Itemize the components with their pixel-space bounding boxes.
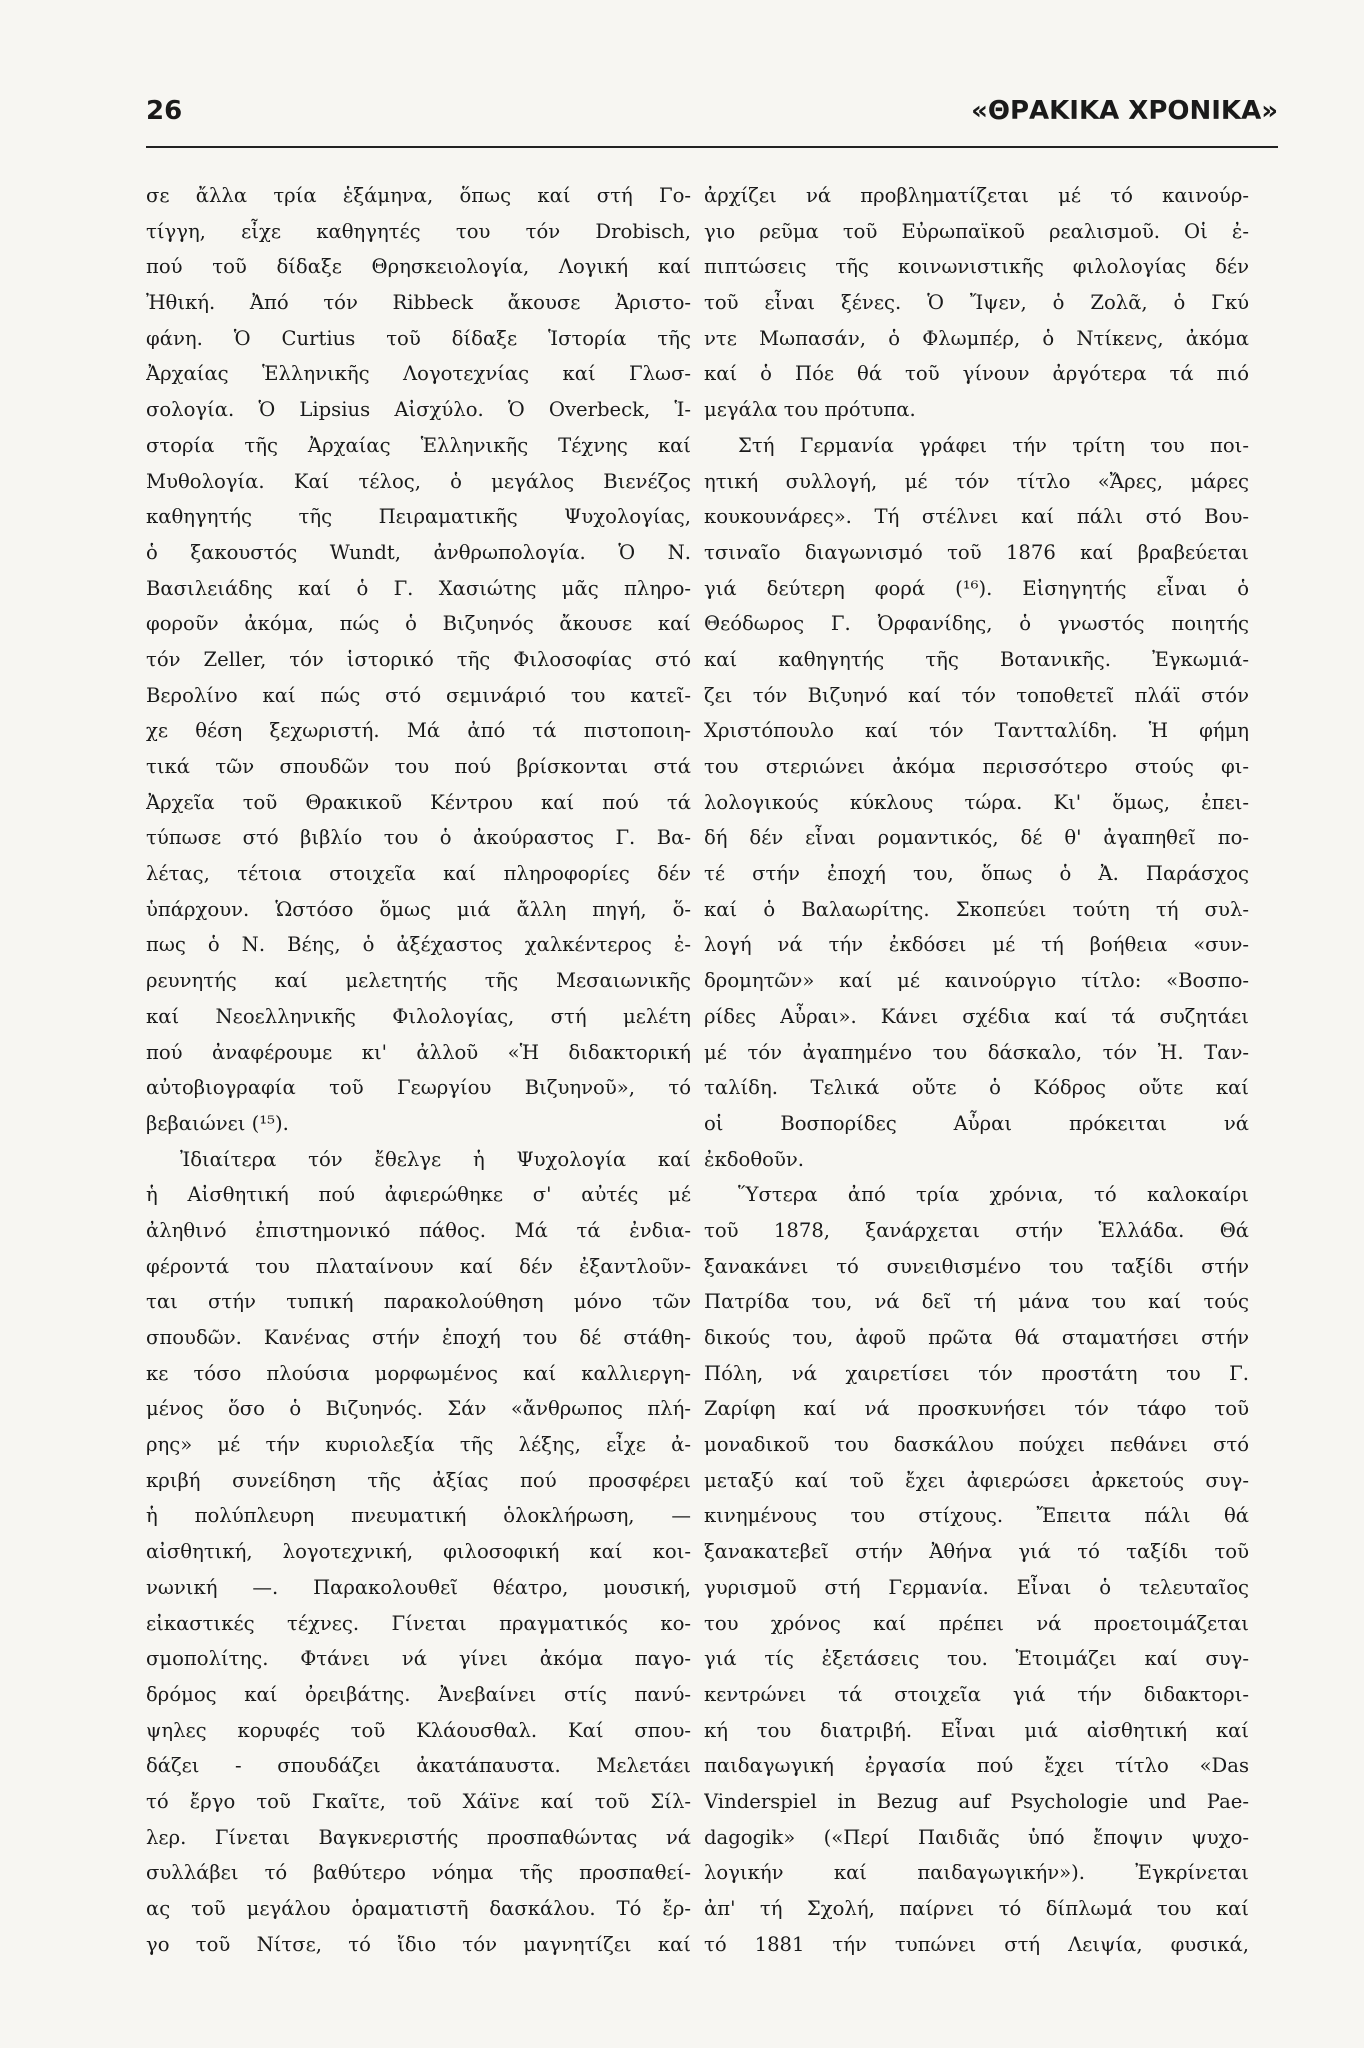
text-line: γιο ρεῦμα τοῦ Εὐρωπαϊκοῦ ρεαλισμοῦ. Οἱ ἐ- [704, 219, 1249, 243]
text-line: dagogik» («Περί Παιδιᾶς ὑπό ἔποψιν ψυχο- [704, 1825, 1249, 1849]
text-line: δικούς του, ἀφοῦ πρῶτα θά σταματήσει στήν [704, 1326, 1249, 1349]
text-line: ξανακάνει τό συνειθισμένο του ταξίδι στήν [704, 1254, 1249, 1278]
text-line: καθηγητής τῆς Πειραματικῆς Ψυχολογίας, [146, 505, 691, 529]
text-line: ἡ πολύπλευρη πνευματική ὁλοκλήρωση, — [146, 1504, 691, 1528]
text-line: λογή νά τήν ἐκδόσει μέ τή βοήθεια «συν- [704, 933, 1249, 957]
text-line: Βασιλειάδης καί ὁ Γ. Χασιώτης μᾶς πληρο- [146, 576, 691, 600]
text-line: τσιναῖο διαγωνισμό τοῦ 1876 καί βραβεύεται [704, 540, 1249, 564]
text-line: δρόμος καί ὀρειβάτης. Ἀνεβαίνει στίς πανύ- [146, 1682, 691, 1706]
text-line: τοῦ εἶναι ξένες. Ὁ Ἴψεν, ὁ Ζολᾶ, ὁ Γκύ [704, 291, 1249, 315]
text-line: ἀληθινό ἐπιστημονικό πάθος. Μά τά ἐνδια- [146, 1218, 691, 1242]
text-line: Βερολίνο καί πώς στό σεμινάριό του κατεῖ- [146, 683, 691, 707]
text-line: ἀπ' τή Σχολή, παίρνει τό δίπλωμά του καί [704, 1897, 1249, 1920]
text-line: ητική συλλογή, μέ τόν τίτλο «Ἄρες, μάρες [704, 469, 1249, 493]
text-line: Ἀρχαίας Ἑλληνικῆς Λογοτεχνίας καί Γλωσ- [146, 362, 691, 386]
text-line: Ἰδιαίτερα τόν ἔθελγε ἡ Ψυχολογία καί [180, 1147, 691, 1171]
text-line: καί Νεοελληνικῆς Φιλολογίας, στή μελέτη [146, 1004, 691, 1028]
text-line: βεβαιώνει (¹⁵). [146, 1111, 289, 1135]
text-line: γιά τίς ἐξετάσεις του. Ἑτοιμάζει καί συγ- [704, 1647, 1249, 1671]
text-line: τό ἔργο τοῦ Γκαῖτε, τοῦ Χάϊνε καί τοῦ Σίλ- [146, 1789, 691, 1813]
text-line: Θεόδωρος Γ. Ὀρφανίδης, ὁ γνωστός ποιητής [704, 612, 1249, 636]
text-line: γυρισμοῦ στή Γερμανία. Εἶναι ὁ τελευταῖος [704, 1575, 1249, 1599]
text-line: τύπωσε στό βιβλίο του ὁ ἀκούραστος Γ. Βα- [146, 826, 691, 850]
text-line: πού τοῦ δίδαξε Θρησκειολογία, Λογική καί [146, 255, 691, 279]
text-line: καί ὁ Πόε θά τοῦ γίνουν ἀργότερα τά πιό [704, 362, 1249, 386]
text-line: Ἀρχεῖα τοῦ Θρακικοῦ Κέντρου καί πού τά [146, 790, 691, 814]
text-line: ρίδες Αὖραι». Κάνει σχέδια καί τά συζητάει [704, 1004, 1249, 1028]
text-line: χε θέση ξεχωριστή. Μά ἀπό τά πιστοποιη- [146, 719, 691, 743]
text-line: κή του διατριβή. Εἶναι μιά αἰσθητική καί [704, 1718, 1249, 1742]
text-line: τίγγη, εἶχε καθηγητές του τόν Drobisch, [146, 219, 691, 243]
text-line: Πατρίδα του, νά δεῖ τή μάνα του καί τούς [704, 1290, 1249, 1314]
text-line: του στεριώνει ἀκόμα περισσότερο στούς φι- [704, 755, 1249, 778]
text-line: λογικήν καί παιδαγωγικήν»). Ἐγκρίνεται [704, 1861, 1249, 1885]
text-line: ὑπάρχουν. Ὡστόσο ὅμως μιά ἄλλη πηγή, ὅ- [146, 897, 691, 921]
text-line: μένος ὅσο ὁ Βιζυηνός. Σάν «ἄνθρωπος πλή- [146, 1397, 691, 1421]
text-line: αἰσθητική, λογοτεχνική, φιλοσοφική καί κοι- [146, 1540, 691, 1564]
text-line: ὁ ξακουστός Wundt, ἀνθρωπολογία. Ὁ Ν. [146, 540, 691, 564]
text-line: καί καθηγητής τῆς Βοτανικῆς. Ἐγκωμιά- [704, 647, 1249, 671]
text-line: μεταξύ καί τοῦ ἔχει ἀφιερώσει ἀρκετούς συγ- [704, 1468, 1249, 1492]
text-line: Χριστόπουλο καί τόν Ταντταλίδη. Ἡ φήμη [704, 719, 1249, 743]
text-line: κε τόσο πλούσια μορφωμένος καί καλλιεργη- [146, 1361, 691, 1385]
text-line: κεντρώνει τά στοιχεῖα γιά τήν διδακτορι- [704, 1682, 1249, 1706]
text-line: τικά τῶν σπουδῶν του πού βρίσκονται στά [146, 755, 691, 778]
text-line: παιδαγωγική ἐργασία πού ἔχει τίτλο «Das [704, 1754, 1249, 1778]
text-line: ρευνητής καί μελετητής τῆς Μεσαιωνικῆς [146, 969, 691, 993]
text-line: γο τοῦ Νίτσε, τό ἴδιο τόν μαγνητίζει καί [146, 1932, 691, 1956]
text-line: Μυθολογία. Καί τέλος, ὁ μεγάλος Βιενέζος [146, 469, 691, 493]
text-line: Πόλη, νά χαιρετίσει τόν προστάτη του Γ. [704, 1361, 1249, 1385]
text-line: Ἠθική. Ἀπό τόν Ribbeck ἄκουσε Ἀριστο- [146, 291, 691, 315]
text-line: δή δέν εἶναι ρομαντικός, δέ θ' ἀγαπηθεῖ πο- [704, 826, 1249, 850]
text-line: τέ στήν ἐποχή του, ὅπως ὁ Ἀ. Παράσχος [704, 862, 1249, 886]
text-line: στορία τῆς Ἀρχαίας Ἑλληνικῆς Τέχνης καί [146, 433, 691, 457]
text-line: σμοπολίτης. Φτάνει νά γίνει ἀκόμα παγο- [146, 1647, 691, 1671]
text-line: νωνική —. Παρακολουθεῖ θέατρο, μουσική, [146, 1575, 691, 1599]
text-line: μεγάλα του πρότυπα. [704, 398, 916, 422]
text-line: ξανακατεβεῖ στήν Ἀθήνα γιά τό ταξίδι τοῦ [704, 1540, 1249, 1564]
text-line: τόν Zeller, τόν ἱστορικό τῆς Φιλοσοφίας στό [146, 647, 691, 671]
text-line: τό 1881 τήν τυπώνει στή Λειψία, φυσικά, [704, 1932, 1249, 1956]
text-line: σε ἄλλα τρία ἑξάμηνα, ὅπως καί στή Γο- [146, 184, 691, 207]
text-line: τοῦ 1878, ξανάρχεται στήν Ἑλλάδα. Θά [704, 1218, 1249, 1242]
text-line: κινημένους του στίχους. Ἔπειτα πάλι θά [704, 1504, 1249, 1528]
text-line: του χρόνος καί πρέπει νά προετοιμάζεται [704, 1611, 1249, 1635]
text-line: καί ὁ Βαλαωρίτης. Σκοπεύει τούτη τή συλ- [704, 897, 1249, 921]
text-line: ψηλες κορυφές τοῦ Κλάουσθαλ. Καί σπου- [146, 1718, 691, 1742]
text-line: ας τοῦ μεγάλου ὁραματιστῆ δασκάλου. Τό ἔρ- [146, 1897, 691, 1920]
text-line: μέ τόν ἀγαπημένο του δάσκαλο, τόν Ἠ. Ταν- [704, 1040, 1249, 1064]
text-line: ρης» μέ τήν κυριολεξία τῆς λέξης, εἶχε ἀ- [146, 1433, 691, 1457]
text-line: Ζαρίφη καί νά προσκυνήσει τόν τάφο τοῦ [704, 1397, 1249, 1421]
text-line: σπουδῶν. Κανένας στήν ἐποχή του δέ στάθη- [146, 1326, 691, 1349]
text-line: ζει τόν Βιζυηνό καί τόν τοποθετεῖ πλάϊ στόν [704, 683, 1249, 707]
text-line: ται στήν τυπική παρακολούθηση μόνο τῶν [146, 1290, 691, 1314]
text-line: πού ἀναφέρουμε κι' ἀλλοῦ «Ἡ διδακτορική [146, 1040, 691, 1064]
text-line: δάζει - σπουδάζει ἀκατάπαυστα. Μελετάει [146, 1754, 691, 1778]
header-rule [146, 146, 1278, 148]
page-header [146, 96, 1278, 136]
text-line: ἀρχίζει νά προβληματίζεται μέ τό καινούρ- [704, 184, 1249, 207]
text-line: λέτας, τέτοια στοιχεῖα καί πληροφορίες δέν [146, 862, 691, 886]
text-line: λερ. Γίνεται Βαγκνεριστής προσπαθώντας νά [146, 1825, 691, 1849]
text-line: εἰκαστικές τέχνες. Γίνεται πραγματικός κο- [146, 1611, 691, 1635]
text-line: Στή Γερμανία γράφει τήν τρίτη του ποι- [738, 433, 1249, 457]
text-line: λολογικούς κύκλους τώρα. Κι' ὅμως, ἐπει- [704, 790, 1249, 814]
text-line: γιά δεύτερη φορά (¹⁶). Εἰσηγητής εἶναι ὁ [704, 576, 1249, 600]
text-line: φοροῦν ἀκόμα, πώς ὁ Βιζυηνός ἄκουσε καί [146, 612, 691, 636]
journal-title: «ΘΡΑΚΙΚΑ ΧΡΟΝΙΚΑ» [971, 96, 1278, 126]
text-column-left [146, 178, 691, 1962]
text-line: αὐτοβιογραφία τοῦ Γεωργίου Βιζυηνοῦ», τό [146, 1076, 691, 1100]
text-line: ἡ Αἰσθητική πού ἀφιερώθηκε σ' αὐτές μέ [146, 1183, 691, 1207]
text-line: δρομητῶν» καί μέ καινούργιο τίτλο: «Βοσπο- [704, 969, 1249, 993]
text-line: μοναδικοῦ του δασκάλου πούχει πεθάνει στό [704, 1433, 1249, 1457]
page-number: 26 [146, 96, 183, 126]
text-line: φάνη. Ὁ Curtius τοῦ δίδαξε Ἱστορία τῆς [146, 326, 691, 350]
text-line: κουκουνάρες». Τή στέλνει καί πάλι στό Βου- [704, 505, 1249, 529]
text-line: ταλίδη. Τελικά οὔτε ὁ Κόδρος οὔτε καί [704, 1076, 1249, 1100]
text-line: ντε Μωπασάν, ὁ Φλωμπέρ, ὁ Ντίκενς, ἀκόμα [704, 326, 1249, 350]
text-line: κριβή συνείδηση τῆς ἀξίας πού προσφέρει [146, 1468, 691, 1492]
text-line: Vinderspiel in Bezug auf Psychologie und Pae- [704, 1789, 1249, 1813]
text-line: ἐκδοθοῦν. [704, 1147, 804, 1171]
text-column-right [704, 178, 1249, 1962]
text-line: οἱ Βοσπορίδες Αὖραι πρόκειται νά [704, 1111, 1249, 1135]
text-line: σολογία. Ὁ Lipsius Αἰσχύλο. Ὁ Overbeck, Ἱ- [146, 398, 691, 422]
text-line: φέροντά του πλαταίνουν καί δέν ἐξαντλοῦν- [146, 1254, 691, 1278]
text-line: συλλάβει τό βαθύτερο νόημα τῆς προσπαθεί- [146, 1861, 691, 1885]
text-line: Ὕστερα ἀπό τρία χρόνια, τό καλοκαίρι [738, 1183, 1249, 1207]
text-line: πως ὁ Ν. Βέης, ὁ ἀξέχαστος χαλκέντερος ἐ- [146, 933, 691, 957]
text-line: πιπτώσεις τῆς κοινωνιστικῆς φιλολογίας δέν [704, 255, 1249, 279]
